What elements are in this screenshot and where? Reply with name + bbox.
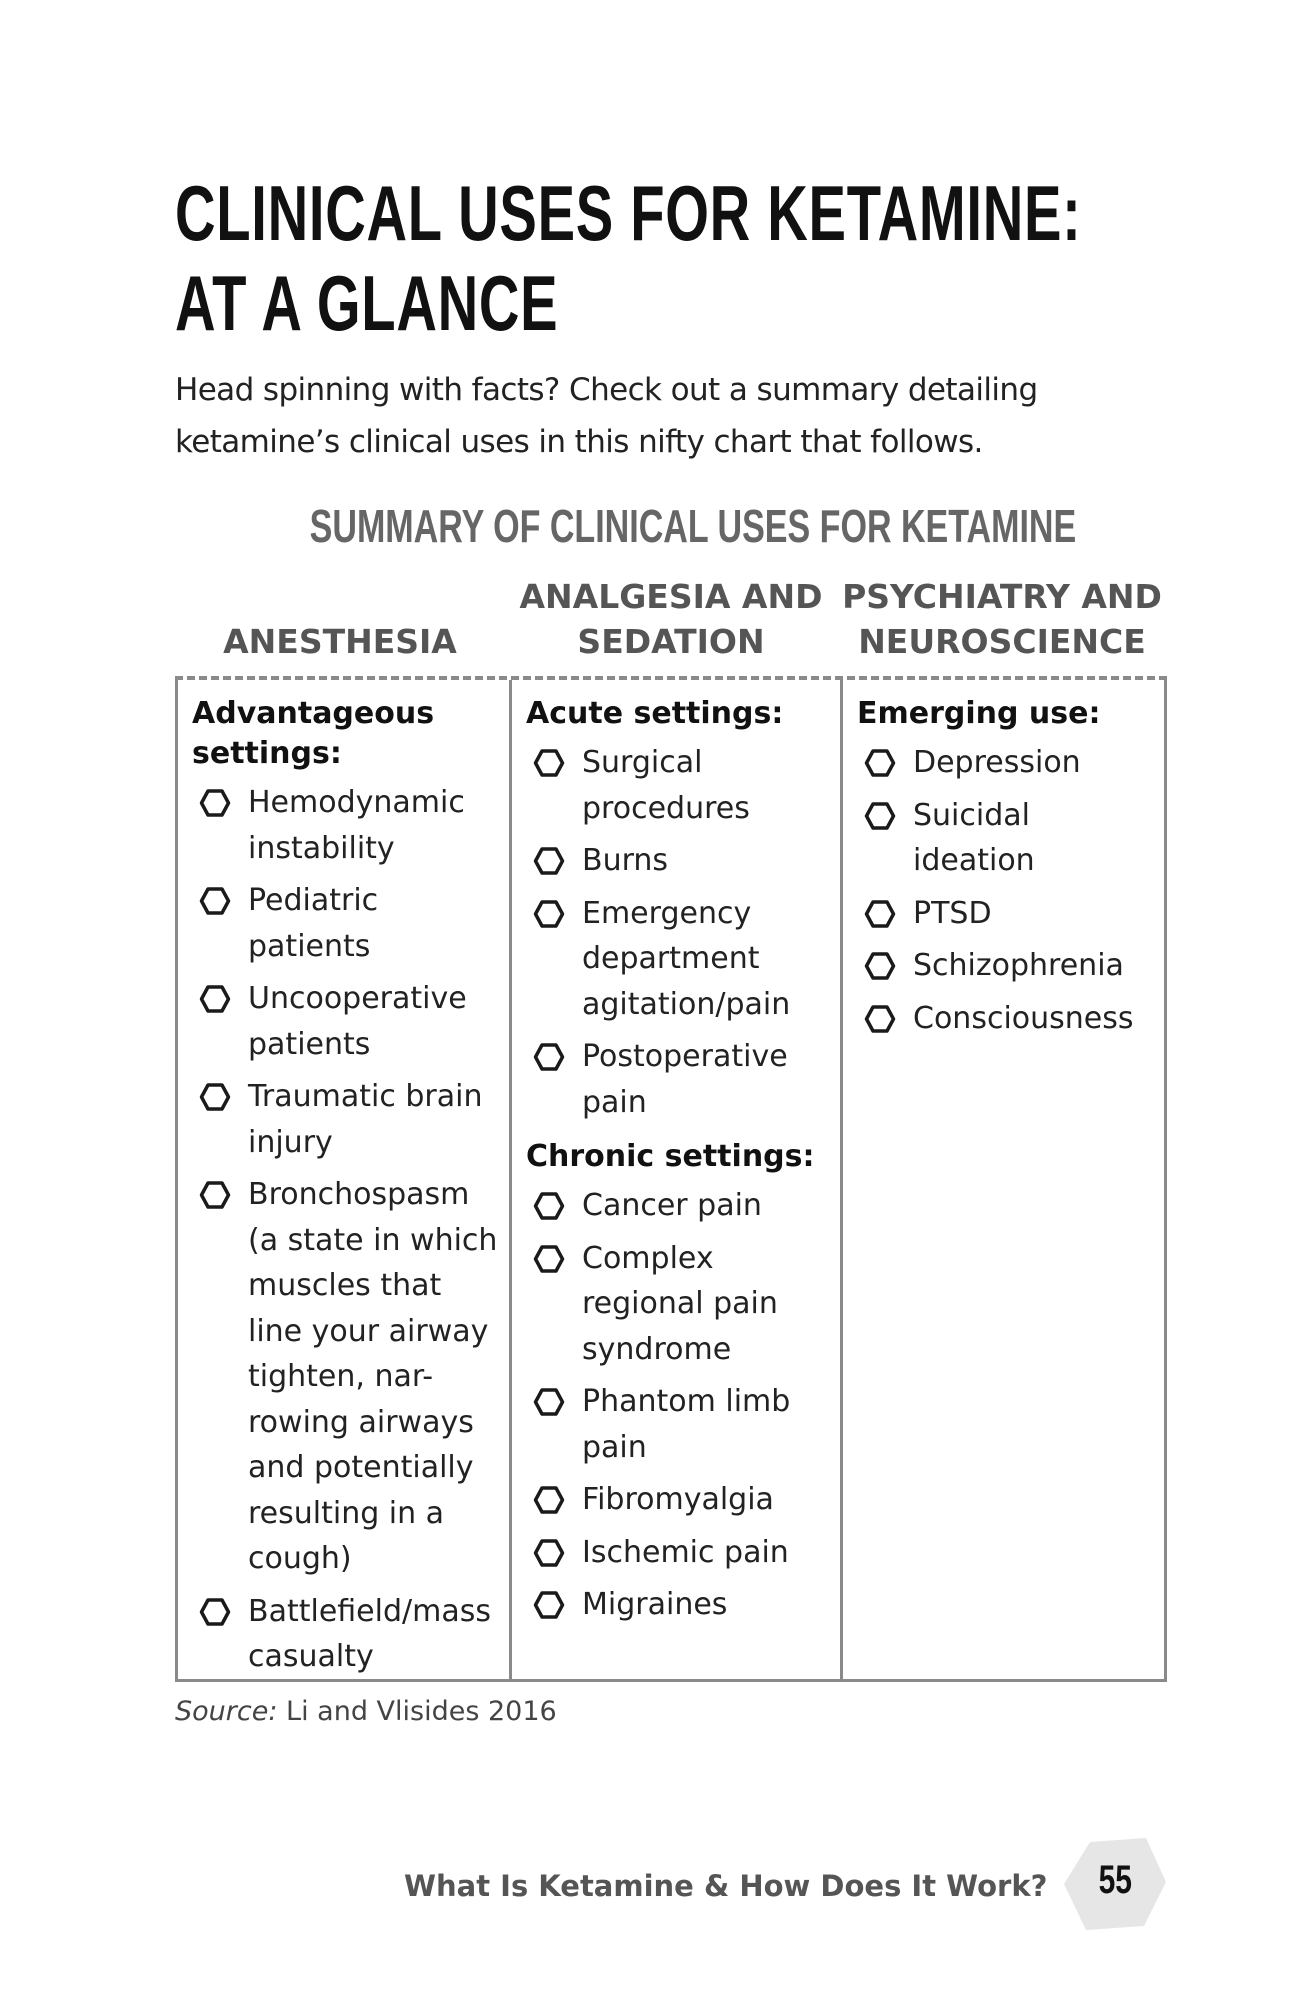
list-item bbox=[526, 740, 830, 831]
hexagon-bullet-icon bbox=[864, 801, 896, 831]
list-item bbox=[526, 1034, 830, 1125]
hexagon-bullet-icon bbox=[199, 788, 231, 818]
hexagon-bullet-icon bbox=[864, 951, 896, 981]
list-item bbox=[192, 1074, 499, 1165]
list-item bbox=[526, 891, 830, 1028]
list-item-text: Migraines bbox=[582, 1587, 728, 1622]
list-item bbox=[526, 1236, 830, 1373]
list-item-text: Consciousness bbox=[913, 1000, 1134, 1036]
list-item-text: Cancer pain bbox=[582, 1188, 762, 1223]
list-item-text: Pediatric patients bbox=[248, 883, 379, 964]
list-item-text: Phantom limb pain bbox=[582, 1384, 791, 1465]
page-title bbox=[175, 168, 1082, 348]
list-item-text: Hemodynamic instability bbox=[248, 785, 465, 866]
group-label: Advantageous settings: bbox=[192, 696, 435, 771]
list-item-text: Postoperative pain bbox=[582, 1039, 788, 1120]
list-item-text: Surgical procedures bbox=[582, 745, 750, 826]
use-list bbox=[526, 740, 830, 1125]
list-item bbox=[192, 1589, 499, 1680]
column-heading-analgesia: ANALGESIA AND SEDATION bbox=[519, 577, 823, 661]
hexagon-bullet-icon bbox=[864, 899, 896, 929]
page-number-text: 55 bbox=[1098, 1858, 1132, 1902]
list-item bbox=[857, 793, 1157, 884]
source-label: Source: bbox=[175, 1696, 278, 1727]
column-heading-psychiatry: PSYCHIATRY AND NEUROSCIENCE bbox=[842, 577, 1162, 661]
column-headings bbox=[175, 572, 1167, 672]
use-list bbox=[526, 1183, 830, 1628]
list-item bbox=[857, 943, 1157, 989]
hexagon-bullet-icon bbox=[533, 846, 565, 876]
list-item-text: Traumatic brain injury bbox=[248, 1079, 483, 1160]
list-item-text: Emergency department agitation/pain bbox=[582, 895, 791, 1022]
list-item bbox=[857, 740, 1157, 786]
list-item bbox=[192, 976, 499, 1067]
list-item bbox=[526, 1530, 830, 1576]
use-list bbox=[857, 740, 1157, 1041]
use-list bbox=[192, 780, 499, 1680]
table-title-text: SUMMARY OF CLINICAL USES FOR KETAMINE bbox=[309, 500, 1077, 552]
hexagon-bullet-icon bbox=[533, 1244, 565, 1274]
list-item-text: Battlefield/mass casualty bbox=[248, 1593, 491, 1674]
page-title-line-1: CLINICAL USES FOR KETAMINE: bbox=[175, 169, 1082, 257]
list-item-text: Ischemic pain bbox=[582, 1534, 789, 1570]
table-title bbox=[175, 498, 1165, 554]
hexagon-bullet-icon bbox=[199, 1597, 231, 1627]
list-item-text: PTSD bbox=[913, 895, 992, 931]
list-item bbox=[192, 878, 499, 969]
summary-table bbox=[175, 676, 1167, 1682]
hexagon-bullet-icon bbox=[533, 1590, 565, 1620]
hexagon-bullet-icon bbox=[533, 1042, 565, 1072]
hexagon-bullet-icon bbox=[533, 1538, 565, 1568]
list-item-text: Schizophrenia bbox=[913, 948, 1124, 983]
list-item-text: Burns bbox=[582, 843, 669, 878]
list-item-text: Bronchospasm (a state in which muscles that line your airway tighten, nar-rowing airways and potentially resulting in a cough) bbox=[248, 1177, 498, 1576]
list-item-text: Suicidal ideation bbox=[913, 797, 1035, 878]
hexagon-bullet-icon bbox=[199, 886, 231, 916]
page-title-line-2: AT A GLANCE bbox=[175, 259, 559, 347]
hexagon-bullet-icon bbox=[199, 984, 231, 1014]
column-heading-anesthesia: ANESTHESIA bbox=[223, 622, 457, 661]
list-item bbox=[192, 1172, 499, 1582]
column-analgesia bbox=[509, 680, 840, 1679]
page-number bbox=[1064, 1858, 1166, 1903]
hexagon-bullet-icon bbox=[533, 748, 565, 778]
list-item bbox=[526, 1582, 830, 1628]
hexagon-bullet-icon bbox=[533, 1485, 565, 1515]
list-item bbox=[857, 891, 1157, 937]
list-item-text: Fibromyalgia bbox=[582, 1482, 774, 1517]
list-item bbox=[526, 1183, 830, 1229]
column-psychiatry bbox=[840, 680, 1167, 1679]
column-anesthesia bbox=[178, 680, 509, 1679]
list-item bbox=[526, 1379, 830, 1470]
hexagon-bullet-icon bbox=[533, 1191, 565, 1221]
hexagon-bullet-icon bbox=[533, 899, 565, 929]
intro-paragraph: Head spinning with facts? Check out a summary detailing ketamine’s clinical uses in this nifty chart that follows. bbox=[175, 372, 1038, 460]
hexagon-bullet-icon bbox=[533, 1387, 565, 1417]
source-note bbox=[175, 1694, 557, 1730]
group-label: Acute settings: bbox=[526, 696, 784, 731]
list-item-text: Uncooperative patients bbox=[248, 981, 467, 1062]
group-label: Emerging use: bbox=[857, 696, 1101, 731]
hexagon-bullet-icon bbox=[199, 1082, 231, 1112]
list-item bbox=[857, 996, 1157, 1042]
list-item bbox=[526, 838, 830, 884]
list-item-text: Complex regional pain syndrome bbox=[582, 1240, 778, 1367]
source-text: Li and Vlisides 2016 bbox=[286, 1696, 557, 1727]
list-item bbox=[526, 1477, 830, 1523]
hexagon-bullet-icon bbox=[864, 1004, 896, 1034]
hexagon-bullet-icon bbox=[199, 1180, 231, 1210]
list-item-text: Depression bbox=[913, 745, 1081, 780]
running-footer-title: What Is Ketamine & How Does It Work? bbox=[404, 1869, 1048, 1903]
group-label: Chronic settings: bbox=[526, 1139, 815, 1174]
list-item bbox=[192, 780, 499, 871]
hexagon-bullet-icon bbox=[864, 748, 896, 778]
